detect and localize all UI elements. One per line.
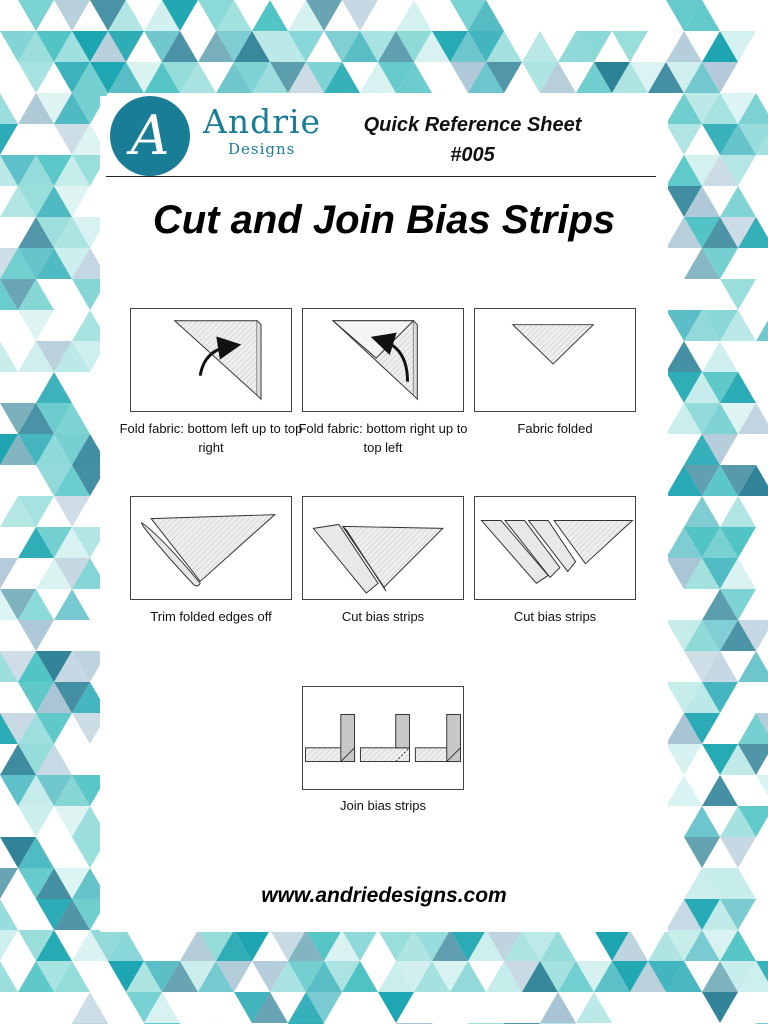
sheet-label — [340, 110, 605, 170]
border-triangle — [720, 837, 756, 868]
header-divider — [106, 176, 656, 177]
border-triangle — [54, 0, 90, 31]
border-triangle — [612, 31, 648, 62]
step-caption: Fold fabric: bottom right up to top left — [298, 421, 468, 455]
cut-many-strips-diagram — [474, 496, 636, 600]
border-triangle — [0, 93, 18, 124]
border-triangle — [540, 992, 576, 1023]
border-triangle — [342, 0, 378, 31]
border-triangle — [18, 310, 54, 341]
step-caption: Join bias strips — [340, 798, 426, 813]
border-triangle — [702, 775, 738, 806]
border-triangle — [702, 341, 738, 372]
border-triangle — [54, 496, 90, 527]
border-triangle — [666, 744, 702, 775]
border-triangle — [18, 0, 54, 31]
trim-edges-diagram — [130, 496, 292, 600]
border-triangle — [756, 775, 768, 806]
border-triangle — [666, 341, 702, 372]
page-title: Cut and Join Bias Strips — [152, 198, 616, 242]
border-triangle — [0, 961, 18, 992]
border-triangle — [18, 620, 54, 651]
border-triangle — [738, 651, 768, 682]
border-triangle — [522, 31, 558, 62]
step-caption: Cut bias strips — [513, 609, 597, 624]
step-caption: Fold fabric: bottom left up to top right — [119, 421, 303, 455]
step-caption: Trim folded edges off — [150, 609, 272, 624]
border-triangle — [702, 992, 738, 1023]
fold-bottom-right-diagram — [302, 308, 464, 412]
border-triangle — [0, 930, 18, 961]
border-triangle — [0, 558, 18, 589]
border-triangle — [576, 992, 612, 1023]
border-triangle — [684, 806, 720, 837]
border-triangle — [18, 62, 54, 93]
border-triangle — [684, 837, 720, 868]
border-triangle — [756, 310, 768, 341]
logo-letter: A — [130, 104, 170, 167]
step-caption: Cut bias strips — [341, 609, 425, 624]
step-caption: Fabric folded — [517, 421, 593, 436]
brand-name: Andrie — [203, 102, 322, 141]
join-strips-diagram — [302, 686, 464, 790]
brand-subtitle: Designs — [228, 140, 296, 158]
border-triangle — [396, 0, 432, 31]
border-triangle — [684, 496, 720, 527]
border-triangle — [378, 992, 414, 1023]
border-triangle — [666, 775, 702, 806]
sheet-number: #005 — [450, 144, 495, 166]
border-triangle — [720, 279, 756, 310]
fold-bottom-left-diagram — [130, 308, 292, 412]
border-triangle — [252, 0, 288, 31]
border-triangle — [666, 124, 702, 155]
border-triangle — [0, 124, 18, 155]
border-triangle — [0, 341, 18, 372]
border-triangle — [72, 992, 108, 1023]
border-triangle — [36, 372, 72, 403]
cut-one-strip-diagram — [302, 496, 464, 600]
sheet-label-line1: Quick Reference Sheet — [363, 114, 582, 136]
border-triangle — [54, 589, 90, 620]
logo-badge — [110, 96, 190, 176]
folded-triangle-diagram — [474, 308, 636, 412]
border-triangle — [18, 806, 54, 837]
border-triangle — [720, 496, 756, 527]
border-triangle — [666, 31, 702, 62]
website-url[interactable]: www.andriedesigns.com — [261, 884, 507, 907]
